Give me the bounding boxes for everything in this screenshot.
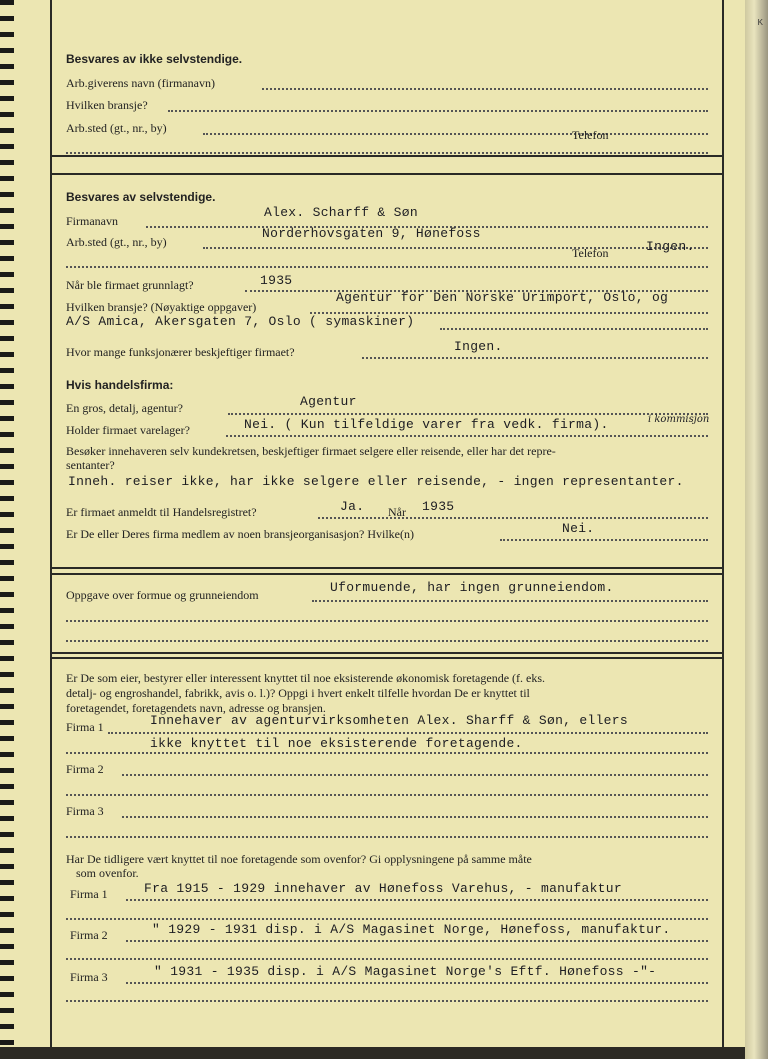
dotted-line <box>126 899 708 901</box>
employees-label: Hvor mange funksjonærer beskjeftiger firmaet? <box>66 345 295 359</box>
section-divider <box>50 155 724 157</box>
org-label: Er De eller Deres firma medlem av noen bransjeorganisasjon? Hvilke(n) <box>66 527 414 541</box>
past-firma3-label: Firma 3 <box>70 970 108 984</box>
stock-value: Nei. ( Kun tilfeldige varer fra vedk. firma). <box>244 417 609 432</box>
interests-question-line2: detalj- og engroshandel, fabrikk, avis o. l.)? Oppgi i hvert enkelt tilfelle hvordan De er knyttet til <box>66 686 530 700</box>
dotted-line <box>126 982 708 984</box>
dotted-line <box>203 133 708 135</box>
industry-label: Hvilken bransje? (Nøyaktige oppgaver) <box>66 300 257 314</box>
registry-when-label: Når <box>388 505 406 519</box>
self-employed-heading: Besvares av selvstendige. <box>66 190 216 204</box>
dotted-line <box>203 247 708 249</box>
firm-name-value: Alex. Scharff & Søn <box>264 205 418 220</box>
phone-label: Telefon <box>572 246 609 260</box>
dotted-line <box>318 517 708 519</box>
dotted-line <box>66 640 708 642</box>
registry-label: Er firmaet anmeldt til Handelsregistret? <box>66 505 257 519</box>
stock-label: Holder firmaet varelager? <box>66 423 190 437</box>
past-question-line1: Har De tidligere vært knyttet til noe foretagende som ovenfor? Gi opplysningene på samme måte <box>66 852 532 866</box>
dotted-line <box>312 600 708 602</box>
dotted-line <box>168 110 708 112</box>
dependent-industry-label: Hvilken bransje? <box>66 98 148 112</box>
firma1-value-line2: ikke knyttet til noe eksisterende foretagende. <box>150 736 523 751</box>
dependent-heading: Besvares av ikke selvstendige. <box>66 52 243 66</box>
dotted-line <box>66 1000 708 1002</box>
industry-value-2: A/S Amica, Akersgaten 7, Oslo ( symaskiner) <box>66 314 415 329</box>
firma3-label: Firma 3 <box>66 804 104 818</box>
registry-when-value: 1935 <box>422 499 455 514</box>
firma2-label: Firma 2 <box>66 762 104 776</box>
stock-handwritten-note: i kommisjon <box>648 414 710 425</box>
section-divider <box>50 567 724 569</box>
dotted-line <box>108 732 708 734</box>
industry-value-1: Agentur for Den Norske Urimport, Oslo, og <box>336 290 669 305</box>
dotted-line <box>126 940 708 942</box>
past-firma2-value: " 1929 - 1931 disp. i A/S Magasinet Norge, Hønefoss, manufaktur. <box>152 922 671 937</box>
dotted-line <box>66 152 708 154</box>
dotted-line <box>66 794 708 796</box>
dotted-line <box>122 816 708 818</box>
section-divider <box>50 573 724 575</box>
firm-name-label: Firmanavn <box>66 214 118 228</box>
trade-type-value: Agentur <box>300 394 357 409</box>
dotted-line <box>226 435 708 437</box>
trade-type-label: En gros, detalj, agentur? <box>66 401 183 415</box>
past-firma3-value: " 1931 - 1935 disp. i A/S Magasinet Norge's Eftf. Hønefoss -"- <box>154 964 657 979</box>
next-page-edge <box>745 0 768 1059</box>
founded-value: 1935 <box>260 273 293 288</box>
interests-question-line1: Er De som eier, bestyrer eller interessent knyttet til noe eksisterende økonomisk foretagende (f. eks. <box>66 671 546 685</box>
employees-value: Ingen. <box>454 339 503 354</box>
past-question-line2: som ovenfor. <box>76 866 139 880</box>
dotted-line <box>66 918 708 920</box>
dotted-line <box>66 836 708 838</box>
assets-value: Uformuende, har ingen grunneiendom. <box>330 580 614 595</box>
founded-label: Når ble firmaet grunnlagt? <box>66 278 194 292</box>
dotted-line <box>440 328 708 330</box>
dotted-line <box>362 357 708 359</box>
phone-value: Ingen. <box>646 239 695 254</box>
reps-question-line2: sentanter? <box>66 458 115 472</box>
reps-question-line1: Besøker innehaveren selv kundekretsen, beskjeftiger firmaet selgere eller reisende, eller har det repre- <box>66 444 556 458</box>
interests-question-line3: foretagendet, foretagendets navn, adresse og bransjen. <box>66 701 326 715</box>
dotted-line <box>66 266 708 268</box>
trade-heading: Hvis handelsfirma: <box>66 378 174 392</box>
assets-label: Oppgave over formue og grunneiendom <box>66 588 259 602</box>
org-value: Nei. <box>562 521 595 536</box>
dependent-phone-label: Telefon <box>572 128 609 142</box>
dotted-line <box>122 774 708 776</box>
past-firma2-label: Firma 2 <box>70 928 108 942</box>
section-divider <box>50 657 724 659</box>
firma1-value-line1: Innehaver av agenturvirksomheten Alex. Sharff & Søn, ellers <box>150 713 628 728</box>
past-firma1-label: Firma 1 <box>70 887 108 901</box>
workplace-label: Arb.sted (gt., nr., by) <box>66 235 167 249</box>
dependent-workplace-label: Arb.sted (gt., nr., by) <box>66 121 167 135</box>
section-divider <box>50 652 724 654</box>
registry-value: Ja. <box>340 499 365 514</box>
firma1-label: Firma 1 <box>66 720 104 734</box>
dotted-line <box>66 620 708 622</box>
dotted-line <box>228 413 708 415</box>
section-divider <box>50 173 724 175</box>
dotted-line <box>262 88 708 90</box>
dotted-line <box>66 958 708 960</box>
corner-letter: K <box>757 18 763 27</box>
dotted-line <box>66 752 708 754</box>
past-firma1-value: Fra 1915 - 1929 innehaver av Hønefoss Varehus, - manufaktur <box>144 881 622 896</box>
workplace-value: Norderhovsgaten 9, Hønefoss <box>262 226 481 241</box>
reps-answer: Inneh. reiser ikke, har ikke selgere eller reisende, - ingen representanter. <box>68 474 684 489</box>
employer-label: Arb.giverens navn (firmanavn) <box>66 76 215 90</box>
binder-holes <box>0 0 14 1047</box>
dotted-line <box>500 539 708 541</box>
